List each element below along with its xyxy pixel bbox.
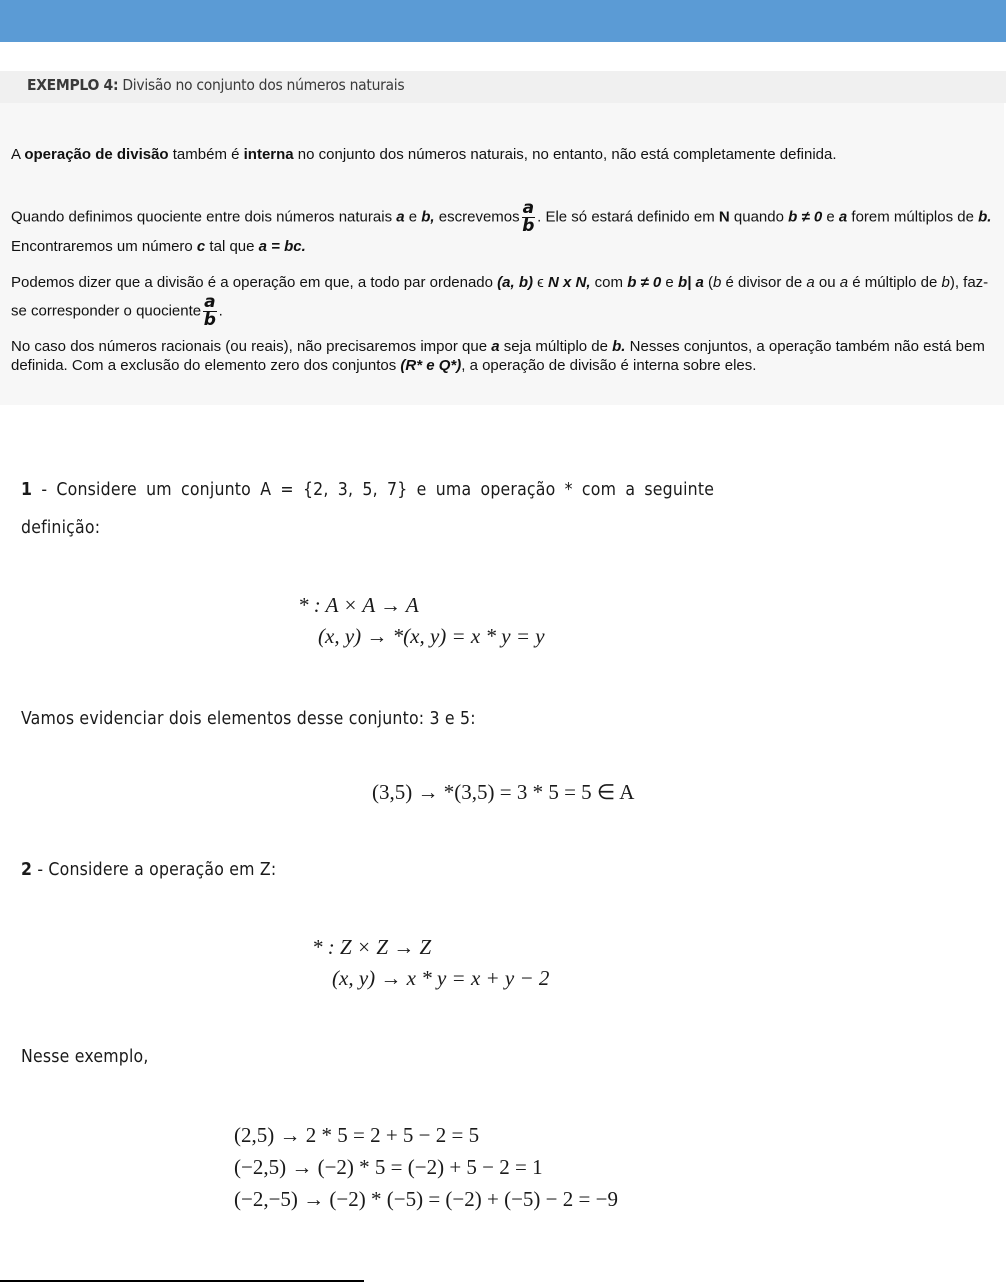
footnote-divider (0, 1280, 364, 1282)
fraction-a-over-b: $\frac{a}{b}$ (203, 292, 216, 330)
math-example-row-2: (−2,5) → (−2) * 5 = (−2) + 5 − 2 = 1 (234, 1155, 543, 1179)
example-title-band (0, 71, 1006, 103)
question-1-followup: Vamos evidenciar dois elementos desse conjunto: 3 e 5: (21, 709, 476, 729)
example-title-label: EXEMPLO 4: (27, 76, 119, 94)
question-1-line2: definição: (21, 518, 101, 538)
paragraph-division-internal: A operação de divisão também é interna no conjunto dos números naturais, no entanto, não está completamente definida. (11, 146, 837, 163)
question-2-line1: 2 - Considere a operação em Z: (21, 860, 277, 880)
math-operation-definition-1b: (x, y) → *(x, y) = x * y = y (318, 624, 545, 648)
paragraph-quotient-definition: Quando definimos quociente entre dois números naturais a e b, escrevemos $\frac{a}{b}$ . Ele só estará definido em N quando b ≠ 0 e a forem múltiplos de b. Encontraremos um número c tal que a = bc. (11, 198, 992, 255)
paragraph-rational-numbers: No caso dos números racionais (ou reais), não precisaremos impor que a seja múltiplo de b. Nesses conjuntos, a operação também não está bem definida. Com a exclusão do elemento zero dos conjuntos (R* e Q*), a operação de divisão é interna sobre eles. (11, 338, 985, 374)
paragraph-division-operation: Podemos dizer que a divisão é a operação em que, a todo par ordenado (a, b) ϵ N x N, com b ≠ 0 e b| a (b é divisor de a ou a é múltiplo de b), faz-se corresponder o quociente $\frac{a}{b}$ . (11, 274, 989, 330)
math-operation-definition-2a: * : Z × Z → Z (312, 935, 432, 959)
fraction-a-over-b: $\frac{a}{b}$ (522, 198, 535, 236)
example-title (27, 76, 404, 94)
math-example-row-1: (2,5) → 2 * 5 = 2 + 5 − 2 = 5 (234, 1123, 480, 1147)
math-example-row-3: (−2,−5) → (−2) * (−5) = (−2) + (−5) − 2 = −9 (234, 1187, 618, 1211)
question-2-followup: Nesse exemplo, (21, 1047, 149, 1067)
top-banner (0, 0, 1006, 42)
math-example-3-5: (3,5) → *(3,5) = 3 * 5 = 5 ∈ A (372, 780, 635, 804)
math-operation-definition-2b: (x, y) → x * y = x + y − 2 (332, 966, 550, 990)
math-operation-definition-1a: * : A × A → A (298, 593, 419, 617)
question-1-line1: 1 - Considere um conjunto A = {2, 3, 5, 7} e uma operação * com a seguinte (21, 480, 715, 500)
example-title-text: Divisão no conjunto dos números naturais (118, 76, 405, 94)
